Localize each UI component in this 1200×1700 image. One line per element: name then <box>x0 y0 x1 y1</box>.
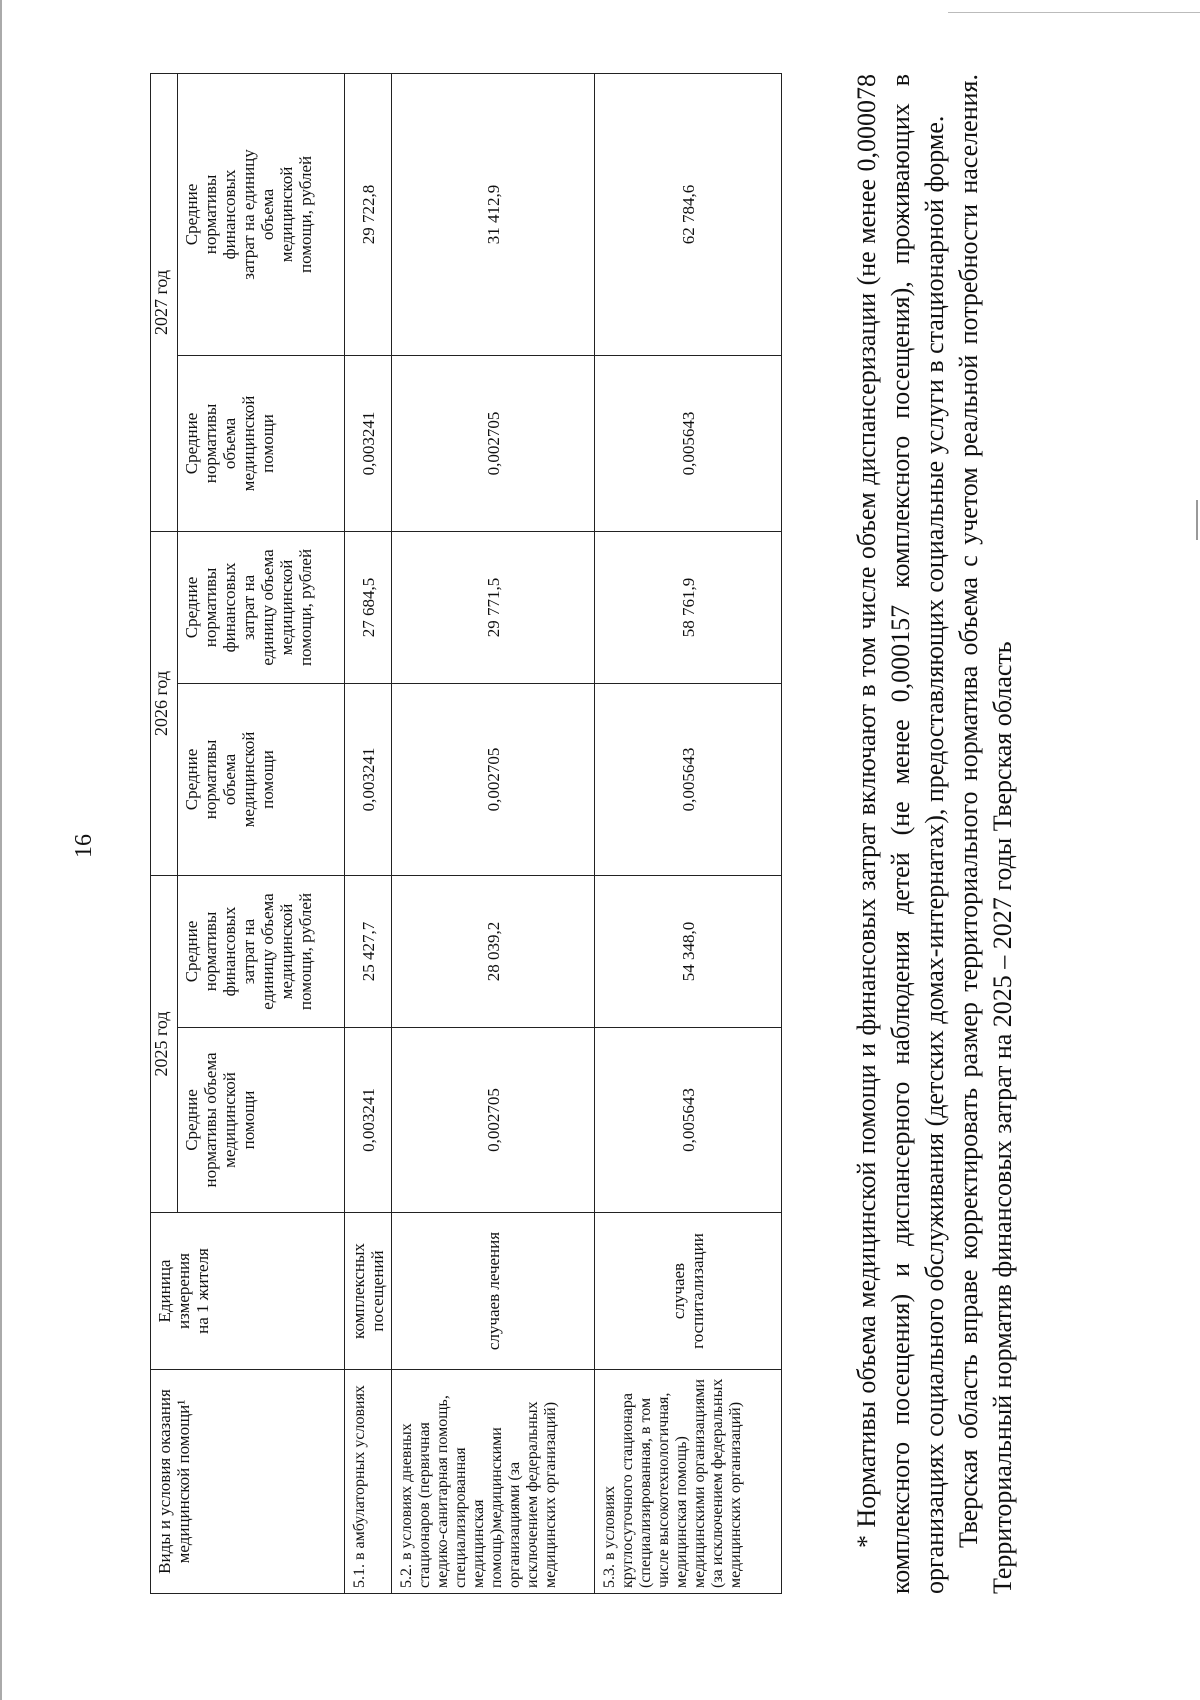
header-volume-2026: Средние нормативы объема медицинской помощи <box>178 683 345 875</box>
cell-cost-2026: 29 771,5 <box>392 531 595 683</box>
footnote <box>850 74 1020 1594</box>
cell-cost-2025: 25 427,7 <box>345 875 392 1027</box>
cell-cost-2027: 31 412,9 <box>392 73 595 355</box>
table-row <box>345 73 392 1593</box>
scan-mark <box>1196 500 1198 540</box>
row-unit: комплексных посещений <box>345 1213 392 1370</box>
row-unit: случаев лечения <box>392 1213 595 1370</box>
cell-volume-2027: 0,005643 <box>595 355 782 531</box>
table-row <box>392 73 595 1593</box>
cell-volume-2025: 0,005643 <box>595 1028 782 1213</box>
cell-volume-2027: 0,003241 <box>345 355 392 531</box>
header-volume-2025: Средние нормативы объема медицинской помощи <box>178 1028 345 1213</box>
scan-mark <box>948 12 1200 13</box>
header-cost-2026: Средние нормативы финансовых затрат на единицу объема медицинской помощи, рублей <box>178 531 345 683</box>
header-year-2026: 2026 год <box>151 531 178 875</box>
header-kind: Виды и условия оказания медицинской помощи¹ <box>151 1370 345 1594</box>
header-volume-2027: Средние нормативы объема медицинской помощи <box>178 355 345 531</box>
cell-cost-2027: 62 784,6 <box>595 73 782 355</box>
cell-volume-2026: 0,002705 <box>392 683 595 875</box>
page-number: 16 <box>71 834 97 858</box>
header-unit: Единица измерения на 1 жителя <box>151 1213 345 1370</box>
cell-volume-2026: 0,003241 <box>345 683 392 875</box>
header-cost-2025: Средние нормативы финансовых затрат на единицу объема медицинской помощи, рублей <box>178 875 345 1027</box>
row-kind: 5.3. в условиях круглосуточного стационара (специализированная, в том числе высокотехнологичная, медицинская помощь) медицинскими организациями (за исключением федеральных медицинских организаций) <box>595 1370 782 1594</box>
row-kind: 5.2. в условиях дневных стационаров (первичная медико-санитарная помощь, специализированная медицинская помощь)медицинскими организациями (за исключением федеральных медицинских организаций) <box>392 1370 595 1594</box>
row-kind: 5.1. в амбулаторных условиях <box>345 1370 392 1594</box>
cell-cost-2027: 29 722,8 <box>345 73 392 355</box>
row-unit: случаев госпитализации <box>595 1213 782 1370</box>
header-year-2025: 2025 год <box>151 875 178 1212</box>
norms-table <box>150 73 782 1594</box>
header-row-years <box>151 73 178 1593</box>
scan-mark <box>0 0 2 1700</box>
cell-volume-2025: 0,003241 <box>345 1028 392 1213</box>
cell-cost-2025: 28 039,2 <box>392 875 595 1027</box>
cell-volume-2025: 0,002705 <box>392 1028 595 1213</box>
cell-volume-2027: 0,002705 <box>392 355 595 531</box>
cell-cost-2025: 54 348,0 <box>595 875 782 1027</box>
cell-cost-2026: 58 761,9 <box>595 531 782 683</box>
cell-volume-2026: 0,005643 <box>595 683 782 875</box>
header-year-2027: 2027 год <box>151 73 178 531</box>
table-row <box>595 73 782 1593</box>
footnote-paragraph-2: Тверская область вправе корректировать размер территориального норматива объема с учетом реальной потребности населения. Территориальный норматив финансовых затрат на 2025 – 2027 годы Тверская область <box>954 74 1017 1594</box>
header-cost-2027: Средние нормативы финансовых затрат на единицу объема медицинской помощи, рублей <box>178 73 345 355</box>
footnote-paragraph-1: * Нормативы объема медицинской помощи и финансовых затрат включают в том числе объем диспансеризации (не менее 0,000078 комплексного посещения) и диспансерного наблюдения детей (не менее 0,000157 комплексного посещения), проживающих в организациях социального обслуживания (детских домах-интернатах), предоставляющих социальные услуги в стационарной форме. <box>852 74 949 1594</box>
cell-cost-2026: 27 684,5 <box>345 531 392 683</box>
